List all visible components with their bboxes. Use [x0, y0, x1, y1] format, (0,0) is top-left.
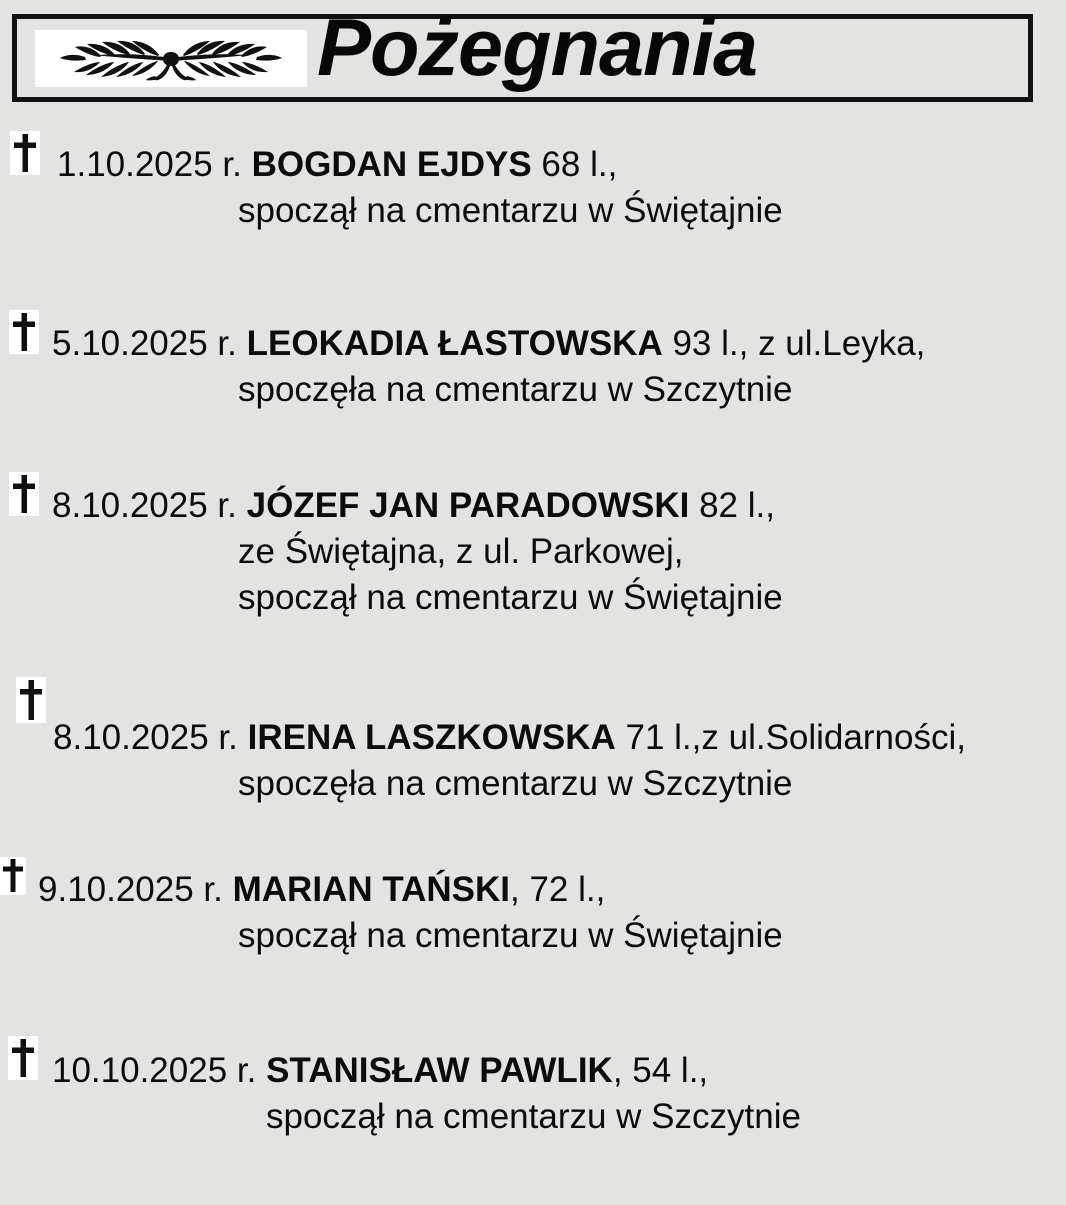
entry-date: 8.10.2025 r.	[53, 718, 238, 757]
entry-name: MARIAN TAŃSKI	[232, 870, 511, 909]
entry-date: 5.10.2025 r.	[52, 324, 237, 363]
entry-detail-line: spoczął na cmentarzu w Świętajnie	[238, 578, 783, 617]
masthead-inner	[17, 3, 1028, 97]
obituary-entry	[0, 469, 1066, 677]
entry-date: 10.10.2025 r.	[52, 1051, 257, 1090]
entry-name: BOGDAN EJDYS	[251, 145, 532, 184]
entry-detail-line: spoczęła na cmentarzu w Szczytnie	[238, 764, 793, 803]
entry-headline	[0, 715, 1066, 761]
entry-headline	[0, 867, 1066, 913]
entry-detail-line: spoczęła na cmentarzu w Szczytnie	[238, 370, 793, 409]
entry-name: JÓZEF JAN PARADOWSKI	[246, 486, 690, 525]
entry-date: 9.10.2025 r.	[38, 870, 223, 909]
obituary-entry	[0, 1031, 1066, 1181]
obituary-entry	[0, 304, 1066, 469]
entry-headline	[0, 1048, 1066, 1094]
entry-headline	[0, 142, 1066, 188]
obituary-entry	[0, 677, 1066, 853]
entry-age: , 72 l.,	[510, 870, 606, 909]
entry-age: 71 l.,z ul.Solidarności,	[625, 718, 966, 757]
page-title: Pożegnania	[317, 3, 758, 93]
entry-headline	[0, 321, 1066, 367]
entry-age: 82 l.,	[699, 486, 775, 525]
obituary-entry	[0, 118, 1066, 304]
laurel-wreath-icon	[35, 30, 307, 87]
entry-detail-line: spoczął na cmentarzu w Szczytnie	[266, 1097, 801, 1136]
entry-detail-line: ze Świętajna, z ul. Parkowej,	[238, 532, 684, 571]
obituary-entry	[0, 853, 1066, 1031]
entry-name: LEOKADIA ŁASTOWSKA	[246, 324, 663, 363]
entry-detail-line: spoczął na cmentarzu w Świętajnie	[238, 916, 783, 955]
entry-date: 1.10.2025 r.	[57, 145, 242, 184]
entry-date: 8.10.2025 r.	[52, 486, 237, 525]
entry-detail-line: spoczął na cmentarzu w Świętajnie	[238, 191, 783, 230]
entry-name: STANISŁAW PAWLIK	[266, 1051, 613, 1090]
entry-age: 93 l., z ul.Leyka,	[672, 324, 926, 363]
entry-headline	[0, 483, 1066, 529]
obituary-list	[0, 118, 1066, 1181]
entry-age: 68 l.,	[541, 145, 618, 184]
entry-name: IRENA LASZKOWSKA	[247, 718, 616, 757]
masthead-banner	[12, 3, 1033, 102]
entry-age: , 54 l.,	[612, 1051, 709, 1090]
